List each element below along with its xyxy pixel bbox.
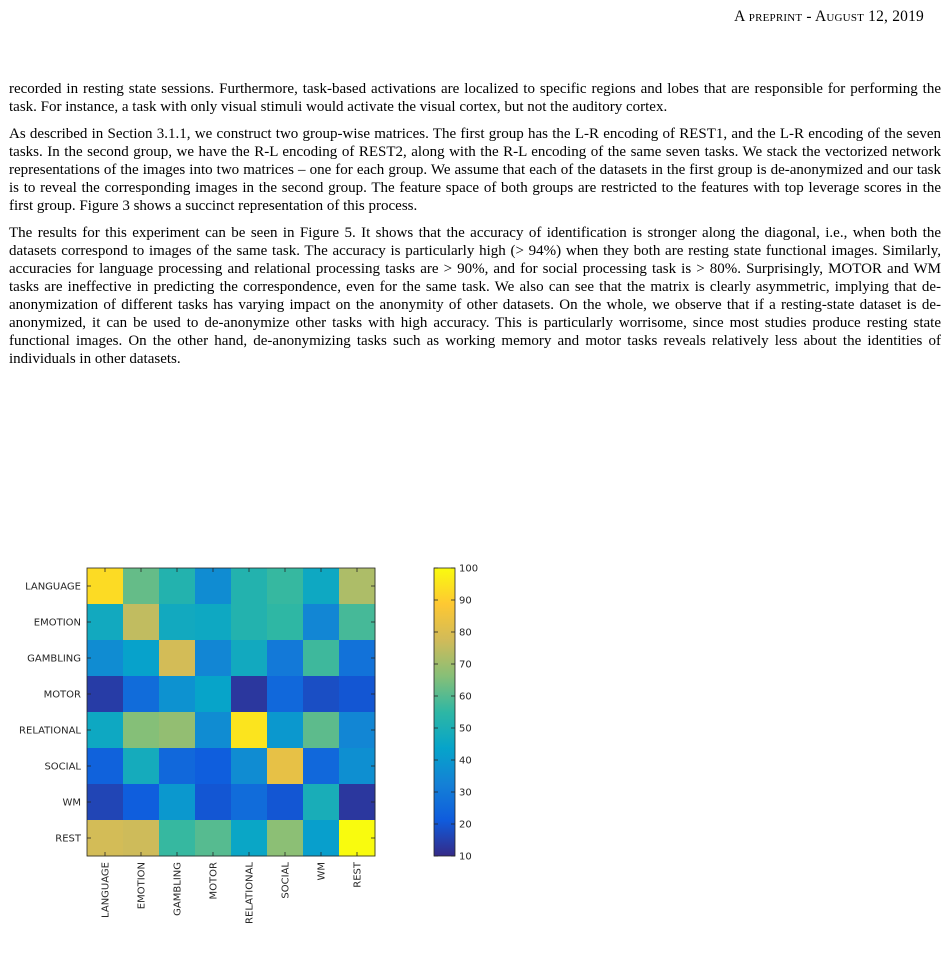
- heatmap-cell: [123, 604, 160, 641]
- heatmap-cell: [195, 712, 232, 749]
- heatmap-cell: [339, 784, 376, 821]
- heatmap-cell: [195, 568, 232, 605]
- colorbar-tick-label: 20: [459, 819, 472, 831]
- col-label: SOCIAL: [280, 862, 292, 899]
- heatmap-cell: [123, 640, 160, 677]
- heatmap-cell: [123, 784, 160, 821]
- heatmap-cell: [87, 568, 124, 605]
- heatmap-cell: [159, 712, 196, 749]
- heatmap-cell: [231, 712, 268, 749]
- row-label: RELATIONAL: [19, 725, 81, 737]
- heatmap-chart: [0, 560, 520, 940]
- paragraph-3: The results for this experiment can be seen in Figure 5. It shows that the accuracy of identification is stronger along the diagonal, i.e., when both the datasets correspond to images of the same task. The accuracy is particularly high (> 94%) when they both are resting state functional images. Similarly, accuracies for language processing and relational processing tasks are > 90%, and for social processing task is > 80%. Surprisingly, MOTOR and WM tasks are ineffective in predicting the correspondence, even for the same task. We also can see that the matrix is clearly asymmetric, implying that de-anonymization of different tasks has varying impact on the anonymity of other datasets. On the whole, we observe that if a resting-state dataset is de-anonymized, it can be used to de-anonymize other tasks with high accuracy. This is particularly worrisome, since most studies produce resting state functional images. On the other hand, de-anonymizing tasks such as working memory and motor tasks reveals relatively less about the identities of individuals in other datasets.: [9, 225, 941, 367]
- heatmap-cell: [159, 748, 196, 785]
- heatmap-cell: [87, 748, 124, 785]
- colorbar-tick-label: 50: [459, 723, 472, 735]
- colorbar-tick-label: 60: [459, 691, 472, 703]
- col-label: LANGUAGE: [100, 862, 112, 918]
- heatmap-cell: [303, 820, 340, 857]
- heatmap-cell: [231, 784, 268, 821]
- heatmap-cell: [303, 784, 340, 821]
- heatmap-cell: [303, 748, 340, 785]
- heatmap-cell: [339, 676, 376, 713]
- heatmap-cell: [339, 640, 376, 677]
- heatmap-cell: [195, 820, 232, 857]
- col-label: EMOTION: [136, 862, 148, 910]
- heatmap-cell: [195, 640, 232, 677]
- heatmap-cell: [303, 640, 340, 677]
- heatmap-cell: [87, 820, 124, 857]
- heatmap-cell: [123, 712, 160, 749]
- colorbar-tick-label: 10: [459, 851, 472, 863]
- heatmap-cell: [339, 820, 376, 857]
- row-label: LANGUAGE: [25, 581, 81, 593]
- heatmap-cell: [303, 604, 340, 641]
- col-label: MOTOR: [208, 862, 220, 900]
- row-label: REST: [55, 833, 81, 845]
- row-label: SOCIAL: [44, 761, 81, 773]
- heatmap-cell: [159, 820, 196, 857]
- row-label: MOTOR: [43, 689, 81, 701]
- heatmap-cell: [123, 676, 160, 713]
- paragraph-2: As described in Section 3.1.1, we construct two group-wise matrices. The first group has the L-R encoding of REST1, and the L-R encoding of the seven tasks. In the second group, we have the R-L encoding of REST2, along with the R-L encoding of the same seven tasks. We stack the vectorized network representations of the images into two matrices – one for each group. We assume that each of the datasets in the first group is de-anonymized and our task is to reveal the corresponding images in the second group. The feature space of both groups are restricted to the features with top leverage scores in the first group. Figure 3 shows a succinct representation of this process.: [9, 126, 941, 214]
- col-label: GAMBLING: [172, 862, 184, 916]
- heatmap-cell: [123, 568, 160, 605]
- paragraph-1: recorded in resting state sessions. Furthermore, task-based activations are localized to specific regions and lobes that are responsible for performing the task. For instance, a task with only visual stimuli would activate the visual cortex, but not the auditory cortex.: [9, 81, 941, 115]
- colorbar-tick-label: 80: [459, 627, 472, 639]
- header-prefix: A: [734, 8, 745, 25]
- heatmap-cell: [159, 784, 196, 821]
- body-text: [9, 80, 941, 377]
- header-date: 12, 2019: [868, 8, 924, 25]
- heatmap-cell: [267, 748, 304, 785]
- colorbar-tick-label: 100: [459, 563, 479, 575]
- heatmap-cell: [267, 640, 304, 677]
- heatmap-cell: [195, 748, 232, 785]
- colorbar: [434, 568, 455, 856]
- heatmap-cell: [195, 784, 232, 821]
- heatmap-cell: [267, 820, 304, 857]
- heatmap-cell: [231, 568, 268, 605]
- heatmap-cell: [123, 820, 160, 857]
- heatmap-cell: [159, 568, 196, 605]
- heatmap-cell: [339, 604, 376, 641]
- heatmap-cell: [267, 784, 304, 821]
- heatmap-cell: [87, 712, 124, 749]
- heatmap-cell: [123, 748, 160, 785]
- heatmap-cell: [303, 568, 340, 605]
- heatmap-cell: [195, 676, 232, 713]
- heatmap-cell: [339, 568, 376, 605]
- heatmap-cell: [303, 676, 340, 713]
- colorbar-tick-label: 90: [459, 595, 472, 607]
- row-label: WM: [62, 797, 81, 809]
- heatmap-cell: [87, 640, 124, 677]
- heatmap-cell: [231, 676, 268, 713]
- row-label: EMOTION: [33, 617, 81, 629]
- heatmap-cell: [267, 712, 304, 749]
- colorbar-tick-label: 70: [459, 659, 472, 671]
- heatmap-cell: [339, 748, 376, 785]
- figure-5: [0, 560, 520, 940]
- heatmap-cell: [159, 640, 196, 677]
- heatmap-cell: [159, 604, 196, 641]
- header-small-caps: preprint - August: [748, 8, 865, 25]
- heatmap-cell: [231, 604, 268, 641]
- running-header: [734, 8, 924, 26]
- heatmap-cell: [195, 604, 232, 641]
- colorbar-tick-label: 40: [459, 755, 472, 767]
- row-label: GAMBLING: [27, 653, 81, 665]
- col-label: RELATIONAL: [244, 862, 256, 924]
- heatmap-cell: [87, 604, 124, 641]
- heatmap-cell: [87, 784, 124, 821]
- heatmap-cell: [231, 748, 268, 785]
- heatmap-cell: [267, 604, 304, 641]
- heatmap-cell: [267, 568, 304, 605]
- heatmap-cell: [87, 676, 124, 713]
- heatmap-cell: [267, 676, 304, 713]
- heatmap-cell: [231, 640, 268, 677]
- heatmap-cell: [159, 676, 196, 713]
- col-label: WM: [316, 862, 328, 881]
- colorbar-tick-label: 30: [459, 787, 472, 799]
- heatmap-cell: [339, 712, 376, 749]
- heatmap-cell: [303, 712, 340, 749]
- heatmap-cell: [231, 820, 268, 857]
- col-label: REST: [352, 862, 364, 888]
